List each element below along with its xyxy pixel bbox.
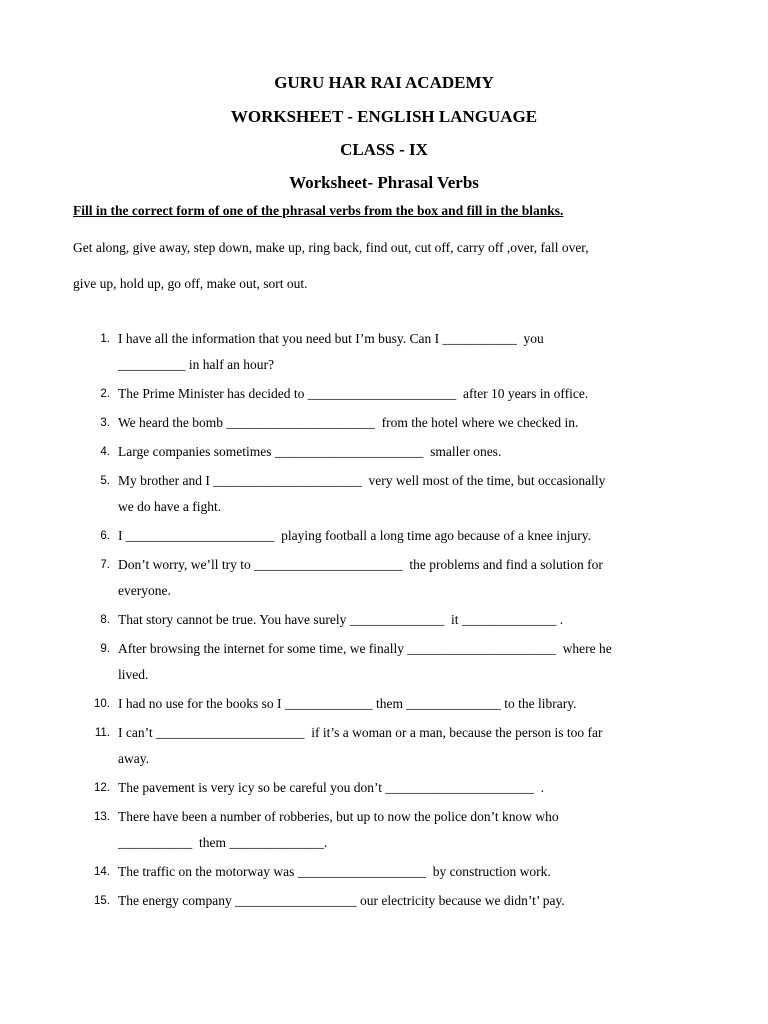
question-number: 14.: [94, 866, 110, 878]
question-line: After browsing the internet for some time, we finally ______________________ where he: [118, 641, 612, 656]
question-number: 4.: [100, 446, 110, 458]
question-text: [118, 468, 698, 520]
question-text: [118, 552, 698, 604]
question-line: Large companies sometimes ______________________ smaller ones.: [118, 444, 502, 459]
question-text: [118, 607, 698, 633]
question-line: There have been a number of robberies, but up to now the police don’t know who: [118, 809, 559, 824]
question-number: 12.: [94, 782, 110, 794]
question-line: ___________ them ______________.: [118, 835, 328, 850]
verb-box-line-1: Get along, give away, step down, make up, ring back, find out, cut off, carry off ,over, fall over,: [73, 240, 589, 255]
question-item: [0, 523, 768, 549]
question-item: [0, 410, 768, 436]
question-line: My brother and I ______________________ very well most of the time, but occasionally: [118, 473, 606, 488]
question-list: [0, 326, 768, 914]
question-line: The traffic on the motorway was ___________________ by construction work.: [118, 864, 551, 879]
question-line: The energy company __________________ our electricity because we didn’t’ pay.: [118, 893, 565, 908]
question-item: [0, 804, 768, 856]
question-number: 10.: [94, 698, 110, 710]
question-item: [0, 888, 768, 914]
question-number: 11.: [94, 727, 110, 739]
question-text: [118, 691, 698, 717]
question-item: [0, 439, 768, 465]
question-item: [0, 326, 768, 378]
question-number: 7.: [100, 559, 110, 571]
question-number: 8.: [100, 614, 110, 626]
question-line: __________ in half an hour?: [118, 357, 274, 372]
question-text: [118, 439, 698, 465]
question-text: [118, 859, 698, 885]
question-line: We heard the bomb ______________________ from the hotel where we checked in.: [118, 415, 579, 430]
question-text: [118, 720, 698, 772]
question-item: [0, 552, 768, 604]
question-item: [0, 720, 768, 772]
question-text: [118, 326, 698, 378]
question-item: [0, 381, 768, 407]
question-text: [118, 410, 698, 436]
question-number: 1.: [100, 333, 110, 345]
question-number: 15.: [94, 895, 110, 907]
question-text: [118, 804, 698, 856]
question-item: [0, 636, 768, 688]
question-text: [118, 888, 698, 914]
question-text: [118, 775, 698, 801]
question-text: [118, 381, 698, 407]
instruction-text: Fill in the correct form of one of the phrasal verbs from the box and fill in the blanks.: [73, 203, 564, 218]
question-item: [0, 691, 768, 717]
topic-title: Worksheet- Phrasal Verbs: [289, 173, 479, 192]
question-item: [0, 468, 768, 520]
verb-box-line-2: give up, hold up, go off, make out, sort out.: [73, 276, 308, 291]
question-number: 13.: [94, 811, 110, 823]
question-line: The pavement is very icy so be careful you don’t ______________________ .: [118, 780, 545, 795]
question-item: [0, 607, 768, 633]
question-number: 3.: [100, 417, 110, 429]
question-line: Don’t worry, we’ll try to ______________________ the problems and find a solution for: [118, 557, 603, 572]
question-line: I can’t ______________________ if it’s a woman or a man, because the person is too far: [118, 725, 603, 740]
question-text: [118, 523, 698, 549]
question-line: I ______________________ playing football a long time ago because of a knee injury.: [118, 528, 592, 543]
question-number: 2.: [100, 388, 110, 400]
question-line: The Prime Minister has decided to ______________________ after 10 years in office.: [118, 386, 589, 401]
question-text: [118, 636, 698, 688]
question-line: everyone.: [118, 583, 171, 598]
question-line: away.: [118, 751, 149, 766]
school-name: GURU HAR RAI ACADEMY: [274, 73, 494, 92]
class-label: CLASS - IX: [340, 140, 428, 159]
question-line: lived.: [118, 667, 149, 682]
worksheet-title: WORKSHEET - ENGLISH LANGUAGE: [230, 107, 538, 126]
question-line: That story cannot be true. You have surely ______________ it ______________ .: [118, 612, 564, 627]
question-number: 9.: [100, 643, 110, 655]
question-number: 6.: [100, 530, 110, 542]
question-number: 5.: [100, 475, 110, 487]
question-line: I have all the information that you need but I’m busy. Can I ___________ you: [118, 331, 544, 346]
question-line: I had no use for the books so I _____________ them ______________ to the library.: [118, 696, 577, 711]
question-line: we do have a fight.: [118, 499, 222, 514]
question-item: [0, 775, 768, 801]
question-item: [0, 859, 768, 885]
